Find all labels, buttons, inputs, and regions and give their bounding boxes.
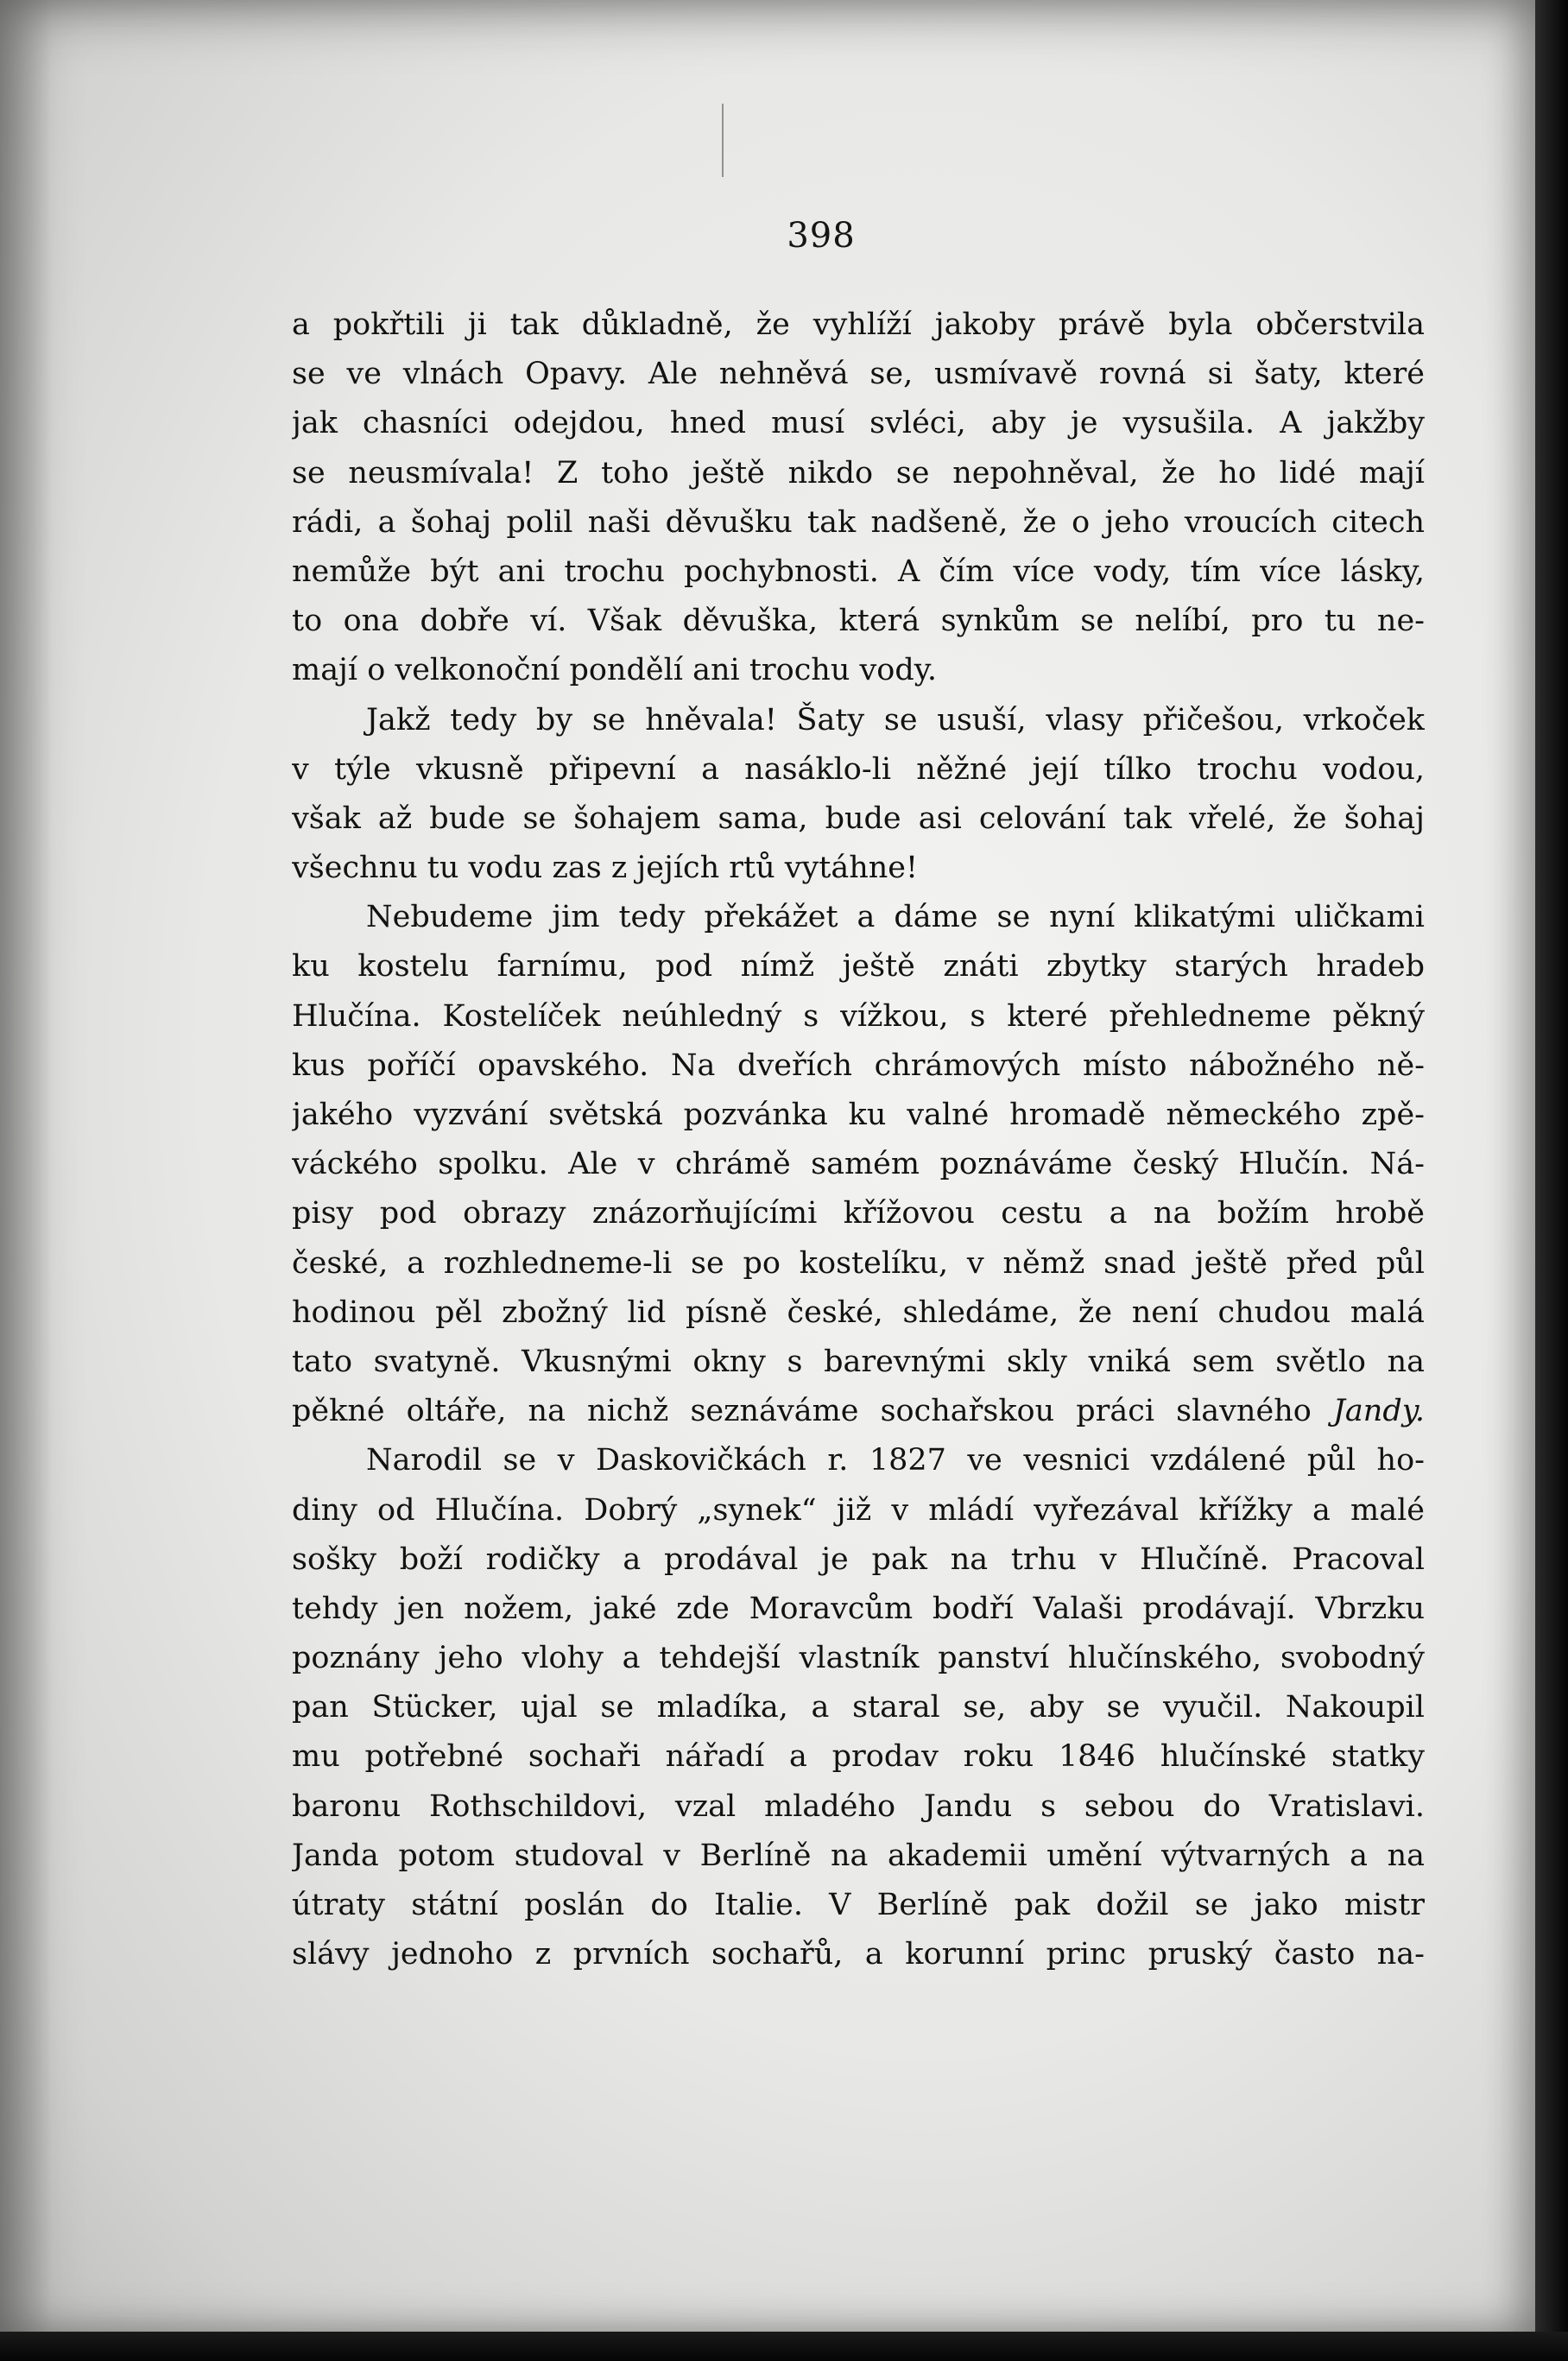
text-line — [292, 1041, 1425, 1091]
text-line — [292, 1288, 1425, 1338]
text-line-content: v týle vkusně připevní a nasáklo-li něžné její tílko trochu vodou, — [292, 751, 1425, 787]
text-line-content: hodinou pěl zbožný lid písně české, shledáme, že není chudou malá — [292, 1294, 1425, 1330]
text-line-content: však až bude se šohajem sama, bude asi celování tak vřelé, že šohaj — [292, 801, 1425, 836]
scan-edge-right — [1535, 0, 1568, 2361]
text-line — [292, 1535, 1425, 1585]
text-line — [292, 893, 1425, 942]
text-line-content: nemůže být ani trochu pochybnosti. A čím více vody, tím více lásky, — [292, 554, 1425, 589]
text-line — [292, 1832, 1425, 1881]
text-line-content: všechnu tu vodu zas z jejích rtů vytáhne! — [292, 851, 919, 886]
text-line — [292, 1338, 1425, 1387]
page-mark — [722, 104, 724, 177]
text-line-content: mu potřebné sochaři nářadí a prodav roku 1846 hlučínské statky — [292, 1739, 1425, 1775]
text-line — [292, 399, 1425, 448]
text-line-content: rádi, a šohaj polil naši děvušku tak nadšeně, že o jeho vroucích citech — [292, 504, 1425, 540]
text-line — [292, 548, 1425, 597]
text-line-content: Janda potom studoval v Berlíně na akademii umění výtvarných a na — [292, 1838, 1425, 1873]
text-line-content: ku kostelu farnímu, pod nímž ještě znáti zbytky starých hradeb — [292, 949, 1425, 984]
text-line — [292, 1091, 1425, 1140]
body-text — [292, 301, 1425, 1979]
italic-name: Jandy. — [1332, 1394, 1425, 1429]
text-line-content: sošky boží rodičky a prodával je pak na trhu v Hlučíně. Pracoval — [292, 1541, 1425, 1577]
text-line-content: pan Stücker, ujal se mladíka, a staral se, aby se vyučil. Nakoupil — [292, 1690, 1425, 1725]
text-line — [292, 1585, 1425, 1634]
text-line — [292, 794, 1425, 844]
text-line-content: slávy jednoho z prvních sochařů, a korunní princ pruský často na- — [292, 1937, 1425, 1972]
text-line — [292, 1930, 1425, 1979]
text-line-content: jak chasníci odejdou, hned musí svléci, aby je vysušila. A jakžby — [292, 406, 1425, 441]
text-line-content: Hlučína. Kostelíček neúhledný s vížkou, s které přehledneme pěkný — [292, 998, 1425, 1034]
text-line — [292, 1387, 1425, 1436]
text-line — [292, 498, 1425, 548]
text-line — [292, 1683, 1425, 1732]
text-line — [292, 1782, 1425, 1832]
text-line-content: pěkné oltáře, na nichž seznáváme sochařskou práci slavného — [292, 1394, 1333, 1429]
text-line — [292, 597, 1425, 646]
text-line — [292, 350, 1425, 399]
text-line — [292, 1140, 1425, 1189]
text-line-content: to ona dobře ví. Však děvuška, která synkům se nelíbí, pro tu ne- — [292, 604, 1425, 639]
text-line — [292, 1732, 1425, 1782]
text-line — [292, 992, 1425, 1041]
text-line-content: jakého vyzvání světská pozvánka ku valné hromadě německého zpě- — [292, 1098, 1425, 1132]
page-number: 398 — [787, 216, 856, 256]
text-line-content: Jakž tedy by se hněvala! Šaty se usuší, vlasy přičešou, vrkoček — [366, 702, 1425, 737]
text-line-content: mají o velkonoční pondělí ani trochu vody. — [292, 653, 938, 688]
text-line-content: se ve vlnách Opavy. Ale nehněvá se, usmívavě rovná si šaty, které — [292, 357, 1425, 392]
text-line — [292, 1436, 1425, 1485]
text-line — [292, 1486, 1425, 1535]
text-line-content: diny od Hlučína. Dobrý „synek“ již v mládí vyřezával křížky a malé — [292, 1492, 1425, 1528]
text-line — [292, 696, 1425, 745]
text-line-content: a pokřtili ji tak důkladně, že vyhlíží jakoby právě byla občerstvila — [292, 307, 1425, 342]
text-line-content: pisy pod obrazy znázorňujícími křížovou cestu a na božím hrobě — [292, 1196, 1425, 1231]
text-line-content: útraty státní poslán do Italie. V Berlíně pak dožil se jako mistr — [292, 1888, 1425, 1922]
text-line-content: tehdy jen nožem, jaké zde Moravcům bodří Valaši prodávají. Vbrzku — [292, 1591, 1425, 1626]
text-line — [292, 1189, 1425, 1238]
scan-edge-bottom — [0, 2332, 1568, 2361]
text-line-content: kus poříčí opavského. Na dveřích chrámových místo nábožného ně- — [292, 1048, 1425, 1083]
text-line — [292, 1634, 1425, 1683]
text-line — [292, 646, 1425, 695]
text-line — [292, 301, 1425, 350]
text-line — [292, 1239, 1425, 1288]
text-line-content: se neusmívala! Z toho ještě nikdo se nepohněval, že ho lidé mají — [292, 455, 1425, 491]
text-line-content: váckého spolku. Ale v chrámě samém poznáváme český Hlučín. Ná- — [292, 1147, 1425, 1182]
text-line-content: Narodil se v Daskovičkách r. 1827 ve vesnici vzdálené půl ho- — [366, 1443, 1425, 1478]
text-line — [292, 745, 1425, 794]
text-line-content: poznány jeho vlohy a tehdejší vlastník panství hlučínského, svobodný — [292, 1641, 1425, 1676]
text-line — [292, 942, 1425, 991]
text-line — [292, 1881, 1425, 1930]
text-line — [292, 449, 1425, 498]
text-line-content: baronu Rothschildovi, vzal mladého Jandu s sebou do Vratislavi. — [292, 1788, 1425, 1824]
page-gutter-shadow — [0, 0, 52, 2332]
text-line-content: tato svatyně. Vkusnými okny s barevnými skly vniká sem světlo na — [292, 1344, 1425, 1379]
text-line-content: Nebudeme jim tedy překážet a dáme se nyní klikatými uličkami — [366, 900, 1425, 935]
text-line — [292, 844, 1425, 893]
text-line-content: české, a rozhledneme-li se po kostelíku, v němž snad ještě před půl — [292, 1245, 1425, 1281]
